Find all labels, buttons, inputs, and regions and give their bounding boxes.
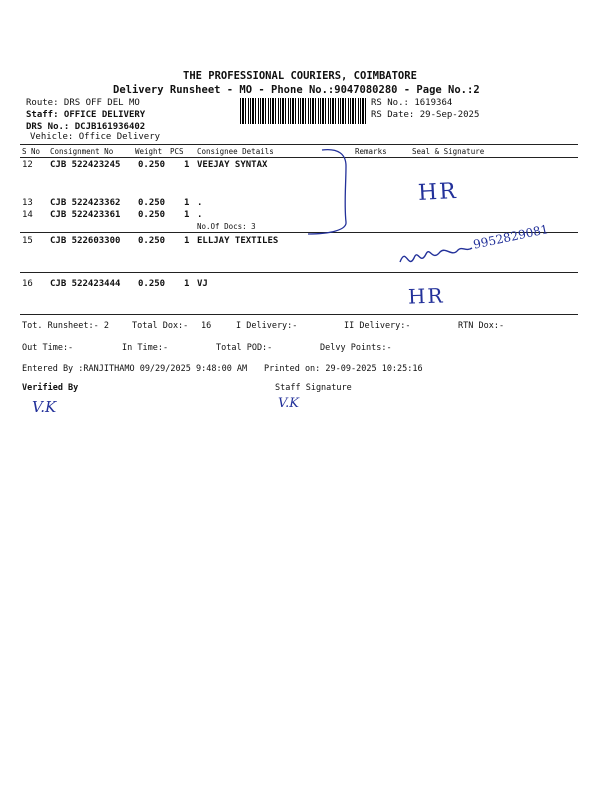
staff-signature-label: Staff Signature [275, 383, 352, 393]
row-15-consignee: ELLJAY TEXTILES [197, 236, 279, 246]
pen-bracket-icon [300, 144, 380, 240]
rtn-dox: RTN Dox:- [458, 321, 505, 331]
total-dox-value: 16 [201, 321, 212, 331]
row-12-consignee: VEEJAY SYNTAX [197, 160, 268, 170]
table-bottom-rule [20, 314, 578, 315]
printed-on: Printed on: 29-09-2025 10:25:16 [264, 364, 423, 374]
row-13-consignment: CJB 522423362 [50, 198, 121, 208]
staff-signature: V.K [278, 396, 299, 411]
row-12-sno: 12 [22, 160, 33, 170]
row-13-consignee: . [197, 198, 203, 208]
col-pcs: PCS [170, 147, 184, 156]
entered-by: Entered By :RANJITHAMO 09/29/2025 9:48:00 AM [22, 364, 248, 374]
col-consignment: Consignment No [50, 147, 114, 156]
col-sno: S No [22, 147, 41, 156]
row-16-sno: 16 [22, 279, 33, 289]
total-dox-label: Total Dox:- [132, 321, 189, 331]
ii-delivery: II Delivery:- [344, 321, 411, 331]
row-16-weight: 0.250 [138, 279, 166, 289]
row-15-consignment: CJB 522603300 [50, 236, 121, 246]
row-13-weight: 0.250 [138, 198, 166, 208]
route: Route: DRS OFF DEL MO [26, 98, 140, 108]
drs-number: DRS No.: DCJB161936402 [26, 122, 146, 132]
col-consignee: Consignee Details [197, 147, 274, 156]
row-14-pcs: 1 [184, 210, 190, 220]
verified-by-signature: V.K [32, 398, 57, 416]
in-time: In Time:- [122, 343, 169, 353]
row-15-pcs: 1 [184, 236, 190, 246]
signature-phone: 9952829081 [472, 222, 550, 252]
row-13-sno: 13 [22, 198, 33, 208]
row-14-weight: 0.250 [138, 210, 166, 220]
staff: Staff: OFFICE DELIVERY [26, 110, 146, 120]
out-time: Out Time:- [22, 343, 74, 353]
row-16-pcs: 1 [184, 279, 190, 289]
signature-hr-2: HR [407, 283, 445, 309]
company-name: THE PROFESSIONAL COURIERS, COIMBATORE [183, 70, 417, 82]
rs-number: RS No.: 1619364 [371, 98, 453, 108]
runsheet-subtitle: Delivery Runsheet - MO - Phone No.:9047080280 - Page No.:2 [113, 84, 480, 96]
col-weight: Weight [135, 147, 163, 156]
row-12-pcs: 1 [184, 160, 190, 170]
row-16-consignee: VJ [197, 279, 208, 289]
table-top-rule [20, 144, 578, 145]
delvy-points: Delvy Points:- [320, 343, 392, 353]
col-seal-signature: Seal & Signature [412, 147, 485, 156]
row-15-weight: 0.250 [138, 236, 166, 246]
tot-runsheet: Tot. Runsheet:- 2 [22, 321, 109, 331]
col-remarks: Remarks [355, 147, 387, 156]
barcode [240, 98, 366, 124]
row-16-consignment: CJB 522423444 [50, 279, 121, 289]
rs-date: RS Date: 29-Sep-2025 [371, 110, 480, 120]
row-14-sno: 14 [22, 210, 33, 220]
total-pod: Total POD:- [216, 343, 273, 353]
row-12-weight: 0.250 [138, 160, 166, 170]
table-header-rule [20, 157, 578, 158]
row-rule-2 [20, 272, 578, 273]
signature-scribble-icon [396, 236, 476, 272]
vehicle: Vehicle: Office Delivery [30, 132, 161, 142]
i-delivery: I Delivery:- [236, 321, 298, 331]
signature-hr-1: HR [417, 178, 459, 207]
row-13-pcs: 1 [184, 198, 190, 208]
row-14-consignment: CJB 522423361 [50, 210, 121, 220]
verified-by-label: Verified By [22, 383, 79, 393]
row-14-note: No.Of Docs: 3 [197, 222, 256, 231]
row-14-consignee: . [197, 210, 203, 220]
row-15-sno: 15 [22, 236, 33, 246]
row-12-consignment: CJB 522423245 [50, 160, 121, 170]
